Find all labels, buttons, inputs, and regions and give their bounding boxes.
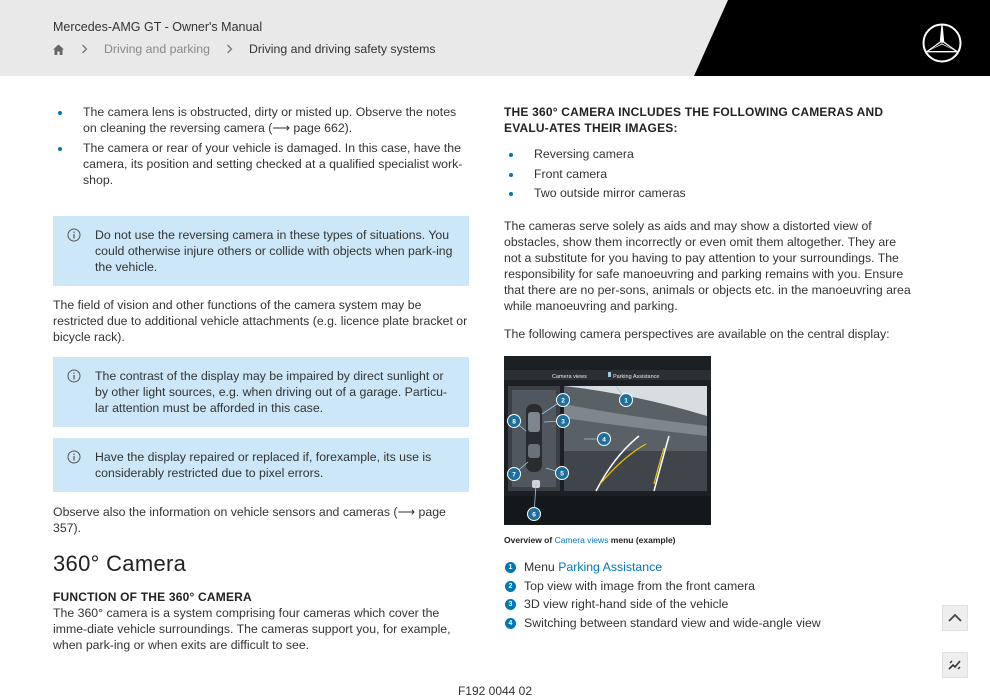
legend-item [504,595,916,614]
scroll-to-top-button[interactable] [942,605,968,631]
bullet-icon [509,192,513,196]
menu-camera-views-label: Camera views [552,374,587,380]
breadcrumb-current: Driving and driving safety systems [248,42,436,56]
mercedes-star-icon[interactable] [921,22,963,64]
legend-link[interactable]: Parking Assistance [558,560,663,574]
number-badge: 3 [505,599,516,610]
paragraph: The field of vision and other functions of the camera system may be restricted due to additional vehicle attachments (e.g. licence plate bracket or bicycle rack). [53,298,468,344]
tool-icon [943,653,967,677]
paragraph: The following camera perspectives are available on the central display: [504,327,890,341]
figure-code: F192 0044 02 [457,684,533,698]
callout-3: 3 [561,418,565,426]
cameras-list [504,146,916,201]
list-item [504,166,916,182]
cameras-heading: THE 360° CAMERA INCLUDES THE FOLLOWING CAMERAS AND EVALU-ATES THEIR IMAGES: [504,105,884,135]
note-text: Do not use the reversing camera in these types of situations. You could otherwise injure others or collide with objects when park-ing the vehicle. [95,228,453,274]
list-item-text: Reversing camera [534,147,634,161]
caption-accent[interactable]: Camera views [554,535,609,545]
callout-8: 8 [512,418,516,426]
bullet-icon [58,111,62,115]
section-title: 360° Camera [53,551,187,576]
camera-display-illustration [504,356,711,525]
info-icon [67,369,81,383]
left-column [53,104,469,653]
figure-caption [504,535,916,545]
menu-parking-assistance-label: Parking Assistance [613,374,660,380]
list-item [504,146,916,162]
conditions-list [53,104,469,188]
caption-suffix: menu (example) [610,535,676,545]
function-heading: FUNCTION OF THE 360° CAMERA [53,590,252,604]
info-note [53,438,469,492]
callout-legend [504,558,916,632]
legend-text: 3D view right-hand side of the vehicle [524,597,729,611]
note-text: The contrast of the display may be impaired by direct sunlight or by other light sources, e.g. when driving out of a garage. Particu-lar attention must be afforded in this case. [95,369,448,415]
info-note [53,216,469,286]
tool-button[interactable] [942,652,968,678]
info-icon [67,228,81,242]
legend-item [504,577,916,596]
number-badge: 2 [505,581,516,592]
list-item-text: The camera lens is obstructed, dirty or misted up. Observe the notes on cleaning the reversing camera (⟶ page 662). [83,105,457,135]
function-text: The 360° camera is a system comprising four cameras which cover the imme-diate vehicle surroundings. The cameras support you, for example, when park-ing or when exits are difficult to see. [53,606,451,652]
legend-item [504,558,916,577]
number-badge: 4 [505,618,516,629]
home-icon[interactable] [52,43,65,56]
callout-2: 2 [561,397,565,405]
paragraph: Observe also the information on vehicle sensors and cameras (⟶ page 357). [53,505,446,535]
legend-text: Menu [524,560,555,574]
chevron-up-icon [943,606,967,630]
bullet-icon [509,153,513,157]
legend-text: Switching between standard view and wide-angle view [524,615,821,630]
list-item [53,104,469,136]
callout-5: 5 [560,470,564,478]
paragraph: The cameras serve solely as aids and may show a distorted view of obstacles, show them incorrectly or even omit them altogether. They are not a substitute for you having to pay attention to your surroundings. The responsibility for safe manoeuvring and parking remains with you. Ensure that there are no per-sons, animals or objects etc. in the manoeuvring area while manoeuvring and parking. [504,219,911,313]
list-item [504,185,916,201]
callout-4: 4 [602,436,606,444]
right-column [504,104,916,632]
info-icon [67,450,81,464]
note-text: Have the display repaired or replaced if, forexample, its use is considerably restricted due to pixel errors. [95,450,432,480]
chevron-right-icon [226,44,233,54]
callout-7: 7 [512,471,516,479]
callout-1: 1 [624,397,628,405]
list-item-text: Front camera [534,166,608,181]
number-badge: 1 [505,562,516,573]
list-item [53,140,469,188]
legend-item [504,614,916,633]
legend-text: Top view with image from the front camera [524,578,755,593]
list-item-text: The camera or rear of your vehicle is damaged. In this case, have the camera, its position and setting checked at a qualified specialist work-shop. [83,141,463,187]
list-item-text: Two outside mirror cameras [534,186,686,200]
bullet-icon [509,173,513,177]
breadcrumb [52,42,436,56]
info-note [53,357,469,427]
chevron-right-icon [81,44,88,54]
manual-title: Mercedes-AMG GT - Owner's Manual [53,20,263,34]
breadcrumb-link[interactable]: Driving and parking [104,42,210,56]
callout-6: 6 [532,511,536,519]
camera-views-figure [504,356,711,525]
bullet-icon [58,147,62,151]
caption-prefix: Overview of [504,535,553,545]
